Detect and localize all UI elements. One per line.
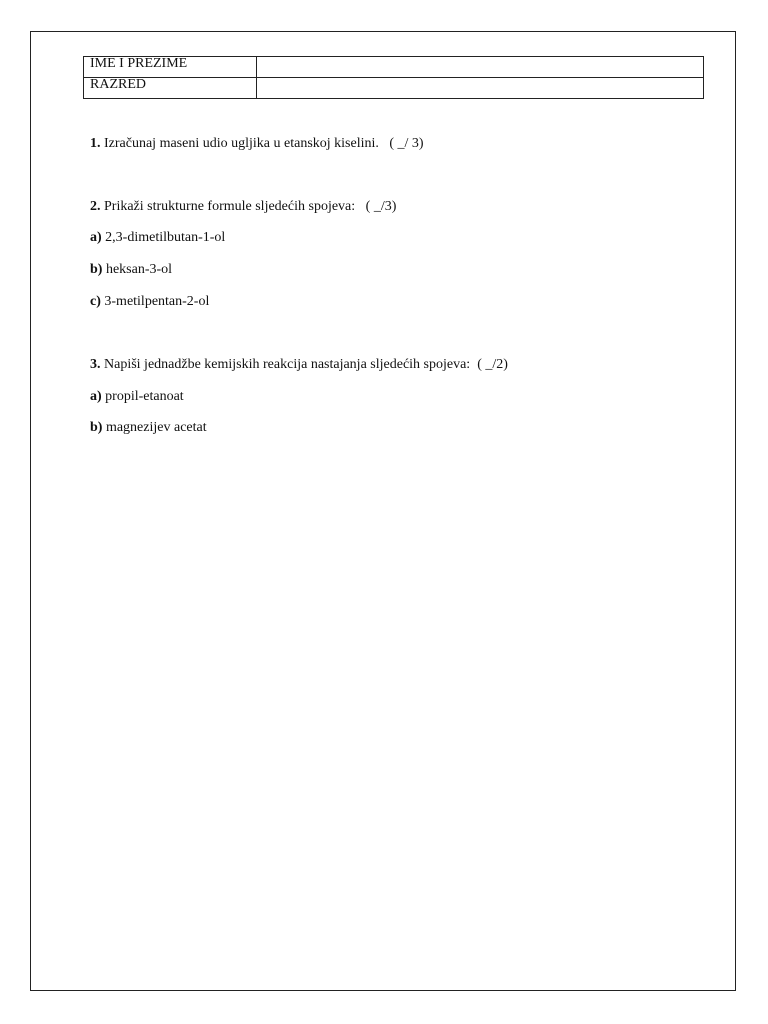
name-label: IME I PREZIME bbox=[84, 57, 257, 78]
question-points: ( _/2) bbox=[477, 357, 508, 372]
item-text: heksan-3-ol bbox=[102, 262, 173, 277]
question-3-item-a bbox=[90, 388, 184, 406]
question-2 bbox=[90, 198, 396, 216]
item-letter: c) bbox=[90, 294, 101, 309]
question-3 bbox=[90, 356, 508, 374]
page-frame bbox=[30, 31, 736, 991]
question-text: Napiši jednadžbe kemijskih reakcija nastajanja sljedećih spojeva: bbox=[100, 357, 471, 372]
class-label: RAZRED bbox=[84, 78, 257, 99]
class-field[interactable] bbox=[257, 78, 704, 99]
question-2-item-a bbox=[90, 229, 225, 247]
class-row bbox=[84, 78, 704, 99]
question-text: Izračunaj maseni udio ugljika u etanskoj kiselini. bbox=[100, 136, 379, 151]
question-3-item-b bbox=[90, 419, 207, 437]
name-row bbox=[84, 57, 704, 78]
name-field[interactable] bbox=[257, 57, 704, 78]
question-1 bbox=[90, 135, 424, 153]
item-text: 3-metilpentan-2-ol bbox=[100, 294, 210, 309]
item-text: magnezijev acetat bbox=[102, 420, 207, 435]
item-letter: a) bbox=[90, 389, 102, 404]
question-points: ( _/3) bbox=[365, 199, 397, 214]
question-points: ( _/ 3) bbox=[389, 136, 424, 151]
item-text: 2,3-dimetilbutan-1-ol bbox=[101, 230, 226, 245]
question-number: 3. bbox=[90, 357, 101, 372]
student-info-table bbox=[83, 56, 704, 99]
question-2-item-b bbox=[90, 261, 172, 279]
item-text: propil-etanoat bbox=[101, 389, 184, 404]
item-letter: b) bbox=[90, 262, 103, 277]
item-letter: b) bbox=[90, 420, 103, 435]
question-2-item-c bbox=[90, 293, 209, 311]
question-number: 1. bbox=[90, 136, 101, 151]
item-letter: a) bbox=[90, 230, 102, 245]
question-text: Prikaži strukturne formule sljedećih spojeva: bbox=[100, 199, 356, 214]
question-number: 2. bbox=[90, 199, 101, 214]
